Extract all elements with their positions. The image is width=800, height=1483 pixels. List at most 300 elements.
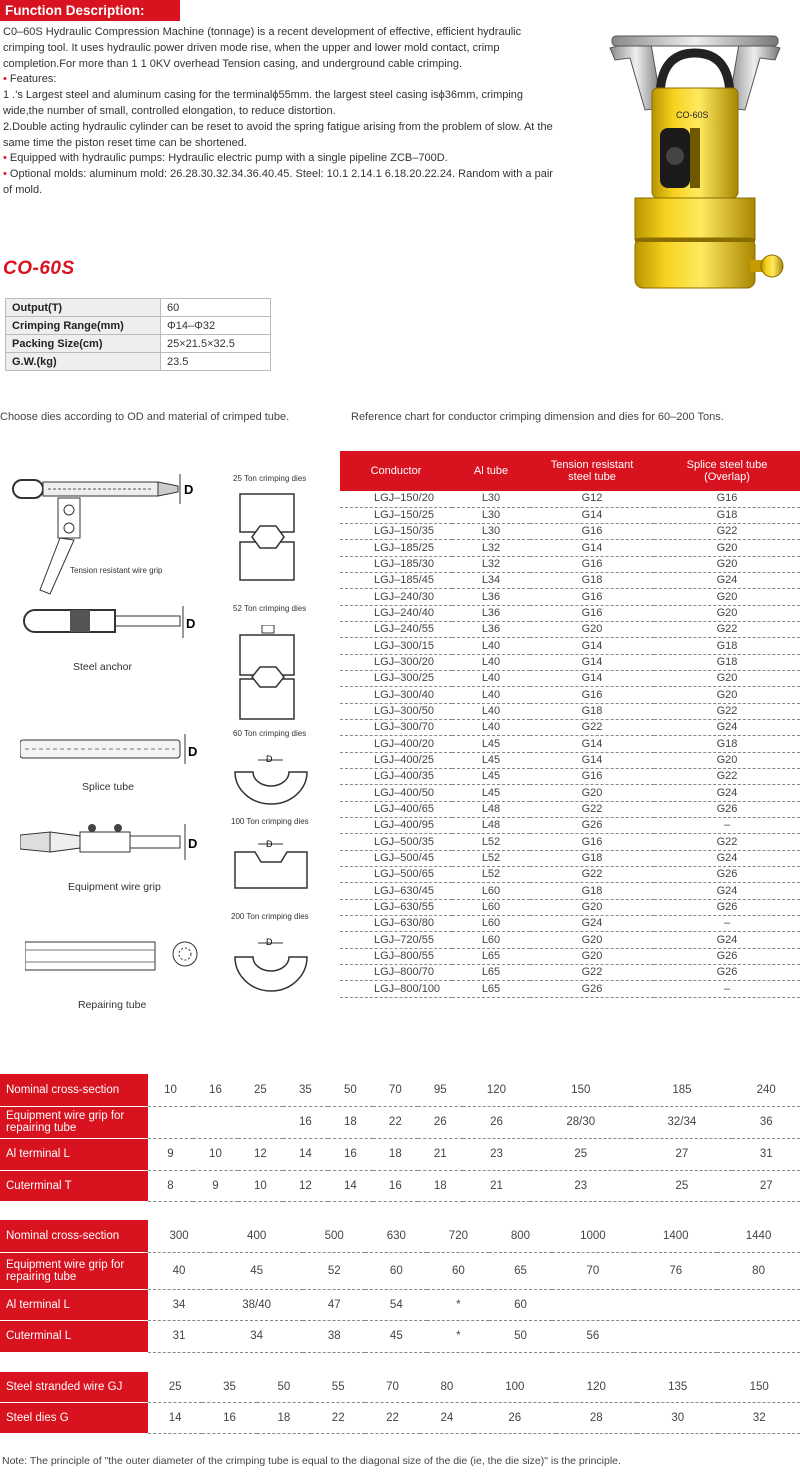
table-cell: G18 [654,507,800,523]
table-cell: 150 [718,1372,800,1402]
table-cell: 25 [148,1372,202,1402]
table-cell: L40 [452,671,530,687]
table-cell: G18 [530,883,654,899]
table-cell: G14 [530,752,654,768]
table-cell: L30 [452,524,530,540]
table-cell: * [427,1320,489,1352]
bullet: • [3,152,7,165]
table-cell: L65 [452,948,530,964]
table-cell: * [427,1289,489,1320]
table-cell: 28 [556,1402,637,1433]
table-cell: LGJ–300/40 [340,687,452,703]
hydraulic-crimper-image [590,28,800,303]
table-cell [193,1106,238,1138]
desc-intro: C0–60S Hydraulic Compression Machine (tonnage) is a recent development of effective, efficient hydraulic crimping tool. It uses hydraulic power driven mode rise, when the upper and lower mold contact, crimp completion.For more than 1 1 0KV overhead Tension casing, and underground cable crimping. [3,26,522,70]
table-cell: 120 [556,1372,637,1402]
table-cell: 26 [418,1106,463,1138]
caption-die-100: 100 Ton crimping dies [231,817,309,826]
table-row [340,981,800,997]
equipment-grip-diagram [20,820,210,865]
table-cell: G14 [530,736,654,752]
table-cell: LGJ–150/35 [340,524,452,540]
table-cell: G22 [530,965,654,981]
table-header-row [340,451,800,491]
table-cell: 27 [631,1138,732,1170]
table-cell: 18 [257,1402,311,1433]
table-cell: 21 [418,1138,463,1170]
table-cell: L60 [452,899,530,915]
table-cell: LGJ–400/35 [340,769,452,785]
table-row [340,638,800,654]
table-cell: LGJ–240/55 [340,622,452,638]
table-cell: G20 [530,932,654,948]
tension-grip-diagram [8,460,208,600]
table-cell: 60 [365,1252,427,1289]
table-row [340,818,800,834]
model-name: CO-60S [3,258,75,279]
table-row [340,720,800,736]
table-cell: G26 [654,899,800,915]
table-row [0,1289,800,1320]
table-cell: LGJ–630/80 [340,916,452,932]
table-row [340,932,800,948]
die-25-diagram [238,492,298,584]
table-cell: G24 [530,916,654,932]
table-cell: G22 [654,769,800,785]
table-cell: LGJ–630/45 [340,883,452,899]
caption-die-25: 25 Ton crimping dies [233,474,307,483]
table-row [340,899,800,915]
table-row [340,589,800,605]
table-cell: 9 [148,1138,193,1170]
table-cell: G20 [654,752,800,768]
table-cell: 16 [328,1138,373,1170]
table-cell [634,1320,717,1352]
table-cell [717,1320,800,1352]
table-row [340,556,800,572]
table-cell: G22 [654,524,800,540]
table-cell: 27 [732,1170,800,1201]
table-cell: LGJ–500/35 [340,834,452,850]
table-cell: 18 [328,1106,373,1138]
row-header: Nominal cross-section [0,1220,148,1252]
table-cell: 8 [148,1170,193,1201]
table-cell: 720 [427,1220,489,1252]
cross-section-table-1 [0,1074,800,1202]
table-row [0,1252,800,1289]
desc-features: Features: [6,73,57,86]
table-cell: 16 [373,1170,418,1201]
table-cell: 55 [311,1372,365,1402]
table-cell: G24 [654,573,800,589]
table-cell: 47 [303,1289,365,1320]
table-cell [634,1289,717,1320]
table-cell: LGJ–300/25 [340,671,452,687]
table-cell: G16 [530,556,654,572]
row-header: Equipment wire grip for repairing tube [0,1106,148,1138]
table-cell: G16 [530,769,654,785]
col-conductor: Conductor [340,451,452,491]
table-cell: L32 [452,540,530,556]
table-cell: 10 [193,1138,238,1170]
table-cell: 23 [530,1170,631,1201]
table-cell: 300 [148,1220,210,1252]
table-cell: G24 [654,785,800,801]
table-cell: 32/34 [631,1106,732,1138]
table-cell: L45 [452,769,530,785]
table-cell: LGJ–800/70 [340,965,452,981]
table-cell: – [654,981,800,997]
table-cell: L40 [452,654,530,670]
table-cell: G20 [654,605,800,621]
table-cell: 31 [148,1320,210,1352]
table-row [340,785,800,801]
table-cell: L40 [452,720,530,736]
table-cell: 34 [148,1289,210,1320]
table-row [0,1138,800,1170]
caption-repairing-tube: Repairing tube [78,999,147,1011]
table-cell: LGJ–400/95 [340,818,452,834]
table-cell: LGJ–150/25 [340,507,452,523]
table-cell: G26 [654,867,800,883]
table-cell: L52 [452,867,530,883]
cross-section-table-2 [0,1220,800,1353]
table-cell: 35 [202,1372,256,1402]
caption-die-52: 52 Ton crimping dies [233,604,307,613]
table-cell: LGJ–500/45 [340,850,452,866]
col-tension-tube: Tension resistant steel tube [530,451,654,491]
table-cell: LGJ–400/20 [340,736,452,752]
table-cell: G16 [530,524,654,540]
table-cell [552,1289,635,1320]
table-cell: 25 [238,1074,283,1106]
table-cell: LGJ–185/25 [340,540,452,556]
table-cell: L48 [452,818,530,834]
table-cell: 36 [732,1106,800,1138]
table-cell: G18 [530,850,654,866]
repairing-tube-diagram [25,930,205,980]
table-cell: L34 [452,573,530,589]
table-cell: 22 [373,1106,418,1138]
table-cell: G18 [654,736,800,752]
table-cell: L45 [452,752,530,768]
table-cell: 70 [365,1372,419,1402]
table-cell: 9 [193,1170,238,1201]
table-cell: 38/40 [210,1289,303,1320]
table-cell: G24 [654,883,800,899]
table-cell: G14 [530,540,654,556]
table-cell: 16 [283,1106,328,1138]
table-cell: G16 [654,491,800,507]
table-row [340,540,800,556]
table-cell: G20 [654,589,800,605]
choose-dies-text: Choose dies according to OD and material of crimped tube. [0,411,290,423]
table-cell: 1000 [552,1220,635,1252]
table-cell: G18 [654,654,800,670]
table-cell: 40 [148,1252,210,1289]
table-cell: 1440 [717,1220,800,1252]
table-cell: G18 [530,573,654,589]
table-cell: 135 [637,1372,718,1402]
table-cell: 10 [148,1074,193,1106]
d-label: D [266,754,273,764]
table-row [340,491,800,507]
desc-pumps: Equipped with hydraulic pumps: Hydraulic electric pump with a single pipeline ZCB–700D. [6,152,448,165]
caption-die-200: 200 Ton crimping dies [231,912,309,921]
d-label: D [188,744,198,759]
table-cell: LGJ–400/65 [340,801,452,817]
table-cell: G16 [530,605,654,621]
table-cell: L45 [452,736,530,752]
table-cell: LGJ–800/100 [340,981,452,997]
row-header: Steel dies G [0,1402,148,1433]
table-cell: 14 [148,1402,202,1433]
table-cell [238,1106,283,1138]
table-row [340,867,800,883]
table-cell: 24 [420,1402,474,1433]
table-cell: G24 [654,932,800,948]
caption-tension-grip: Tension resistant wire grip [70,566,163,575]
table-cell: 60 [489,1289,551,1320]
table-cell: 14 [328,1170,373,1201]
table-cell: L65 [452,965,530,981]
table-cell: 500 [303,1220,365,1252]
table-cell [148,1106,193,1138]
table-cell: LGJ–500/65 [340,867,452,883]
reference-chart-text: Reference chart for conductor crimping dimension and dies for 60–200 Tons. [351,411,724,423]
table-row [0,1220,800,1252]
table-cell: 26 [474,1402,555,1433]
table-cell: 120 [463,1074,530,1106]
table-cell: G14 [530,671,654,687]
spec-table [5,298,271,371]
d-label: D [266,839,273,849]
table-cell: 34 [210,1320,303,1352]
table-row [0,1074,800,1106]
table-cell: G16 [530,687,654,703]
table-cell: 70 [373,1074,418,1106]
table-cell: L60 [452,916,530,932]
table-cell: 76 [634,1252,717,1289]
table-cell: 630 [365,1220,427,1252]
table-cell: L30 [452,491,530,507]
row-header: Cuterminal T [0,1170,148,1201]
table-cell: G22 [654,834,800,850]
table-cell: G20 [654,671,800,687]
table-cell: 80 [717,1252,800,1289]
table-cell: G24 [654,850,800,866]
row-header: Cuterminal L [0,1320,148,1352]
table-row [340,507,800,523]
steel-dies-table [0,1372,800,1434]
splice-tube-diagram [20,730,210,770]
table-cell: G22 [654,703,800,719]
table-row [340,736,800,752]
table-row [0,1170,800,1201]
table-cell: L30 [452,507,530,523]
d-label: D [184,482,194,497]
row-header: Al terminal L [0,1138,148,1170]
table-row [340,687,800,703]
table-cell: G26 [654,965,800,981]
table-cell: 38 [303,1320,365,1352]
desc-feature-1: 1 .'s Largest steel and aluminum casing for the terminalϕ55mm. the largest steel casing isϕ36mm, crimping wide,the number of small, controlled elongation, to reduce distortion. [3,89,524,117]
table-cell: LGJ–720/55 [340,932,452,948]
table-cell: L32 [452,556,530,572]
table-row [340,834,800,850]
desc-feature-2: 2.Double acting hydraulic cylinder can be reset to avoid the spring fatigue arising from the problem of slow. At the same time the piston reset time can be shortened. [3,120,553,149]
nameplate-text: CO-60S [676,110,709,120]
table-cell: 25 [631,1170,732,1201]
table-cell: G16 [530,834,654,850]
table-cell: G14 [530,507,654,523]
table-cell: L52 [452,834,530,850]
table-cell: LGJ–240/30 [340,589,452,605]
table-cell: G14 [530,654,654,670]
row-header: Equipment wire grip for repairing tube [0,1252,148,1289]
bullet: • [3,73,7,86]
table-cell: L36 [452,622,530,638]
table-cell: LGJ–300/70 [340,720,452,736]
table-cell: 12 [283,1170,328,1201]
table-cell: LGJ–400/50 [340,785,452,801]
table-cell: LGJ–300/20 [340,654,452,670]
table-row [0,1372,800,1402]
function-description [3,25,558,199]
table-cell: 60 [427,1252,489,1289]
table-cell: 10 [238,1170,283,1201]
table-cell: G20 [654,556,800,572]
table-cell: L40 [452,703,530,719]
table-cell [717,1289,800,1320]
caption-die-60: 60 Ton crimping dies [233,729,307,738]
table-row [340,948,800,964]
table-cell: L40 [452,687,530,703]
bullet: • [3,168,7,181]
table-cell: 100 [474,1372,555,1402]
table-row [340,622,800,638]
die-60-diagram [233,752,313,808]
col-splice-tube: Splice steel tube (Overlap) [654,451,800,491]
table-row [340,752,800,768]
table-cell: 30 [637,1402,718,1433]
table-cell: L52 [452,850,530,866]
table-cell: 45 [210,1252,303,1289]
table-row [340,573,800,589]
table-cell: G14 [530,638,654,654]
table-cell: LGJ–240/40 [340,605,452,621]
table-cell: 50 [328,1074,373,1106]
table-cell: 56 [552,1320,635,1352]
table-cell: 21 [463,1170,530,1201]
table-cell: 32 [718,1402,800,1433]
table-cell: – [654,818,800,834]
table-cell: 50 [489,1320,551,1352]
table-cell: 31 [732,1138,800,1170]
table-cell: G20 [530,622,654,638]
caption-steel-anchor: Steel anchor [73,661,132,673]
table-cell: G16 [530,589,654,605]
table-cell: 95 [418,1074,463,1106]
table-cell: 18 [373,1138,418,1170]
row-header: Steel stranded wire GJ [0,1372,148,1402]
table-row [340,524,800,540]
table-cell: LGJ–300/15 [340,638,452,654]
conductor-dies-table [340,451,800,998]
table-cell: 65 [489,1252,551,1289]
table-cell: 22 [311,1402,365,1433]
table-cell: LGJ–150/20 [340,491,452,507]
table-cell: G20 [654,540,800,556]
d-label: D [266,937,273,947]
table-cell: G12 [530,491,654,507]
table-row [340,671,800,687]
table-cell: 16 [193,1074,238,1106]
table-row [340,965,800,981]
table-cell: G22 [654,622,800,638]
table-row [340,883,800,899]
table-cell: LGJ–630/55 [340,899,452,915]
table-row [340,850,800,866]
table-row [340,654,800,670]
table-cell: G26 [530,818,654,834]
table-cell: G26 [530,981,654,997]
table-cell: LGJ–800/55 [340,948,452,964]
table-cell: 26 [463,1106,530,1138]
table-cell: L45 [452,785,530,801]
table-cell: LGJ–400/25 [340,752,452,768]
table-cell: 22 [365,1402,419,1433]
table-cell: 50 [257,1372,311,1402]
table-cell: 54 [365,1289,427,1320]
table-cell: G22 [530,801,654,817]
spec-row: Crimping Range(mm) Φ14–Φ32 [6,317,271,335]
d-label: D [188,836,198,851]
table-cell: 52 [303,1252,365,1289]
row-header: Al terminal L [0,1289,148,1320]
table-cell: G18 [530,703,654,719]
table-row [0,1106,800,1138]
table-row [340,703,800,719]
table-cell: 80 [420,1372,474,1402]
table-cell: G22 [530,867,654,883]
table-cell: G18 [654,638,800,654]
table-cell: G20 [530,785,654,801]
table-cell: L36 [452,589,530,605]
table-cell: LGJ–300/50 [340,703,452,719]
desc-molds: Optional molds: aluminum mold: 26.28.30.32.34.36.40.45. Steel: 10.1 2.14.1 6.18.20.22.24. Random with a pair of mold. [3,168,553,196]
table-cell: LGJ–185/30 [340,556,452,572]
table-cell: 400 [210,1220,303,1252]
table-cell: 28/30 [530,1106,631,1138]
table-cell: 800 [489,1220,551,1252]
die-200-diagram [233,935,313,995]
table-cell: 150 [530,1074,631,1106]
table-cell: L60 [452,932,530,948]
table-cell: G20 [530,899,654,915]
caption-equipment-grip: Equipment wire grip [68,881,161,893]
table-cell: LGJ–185/45 [340,573,452,589]
table-cell: G26 [654,801,800,817]
table-cell: G24 [654,720,800,736]
die-100-diagram [233,838,313,894]
table-cell: – [654,916,800,932]
spec-row: Output(T) 60 [6,299,271,317]
table-row [0,1320,800,1352]
table-cell: L40 [452,638,530,654]
table-cell: G26 [654,948,800,964]
section-header: Function Description: [0,0,180,21]
